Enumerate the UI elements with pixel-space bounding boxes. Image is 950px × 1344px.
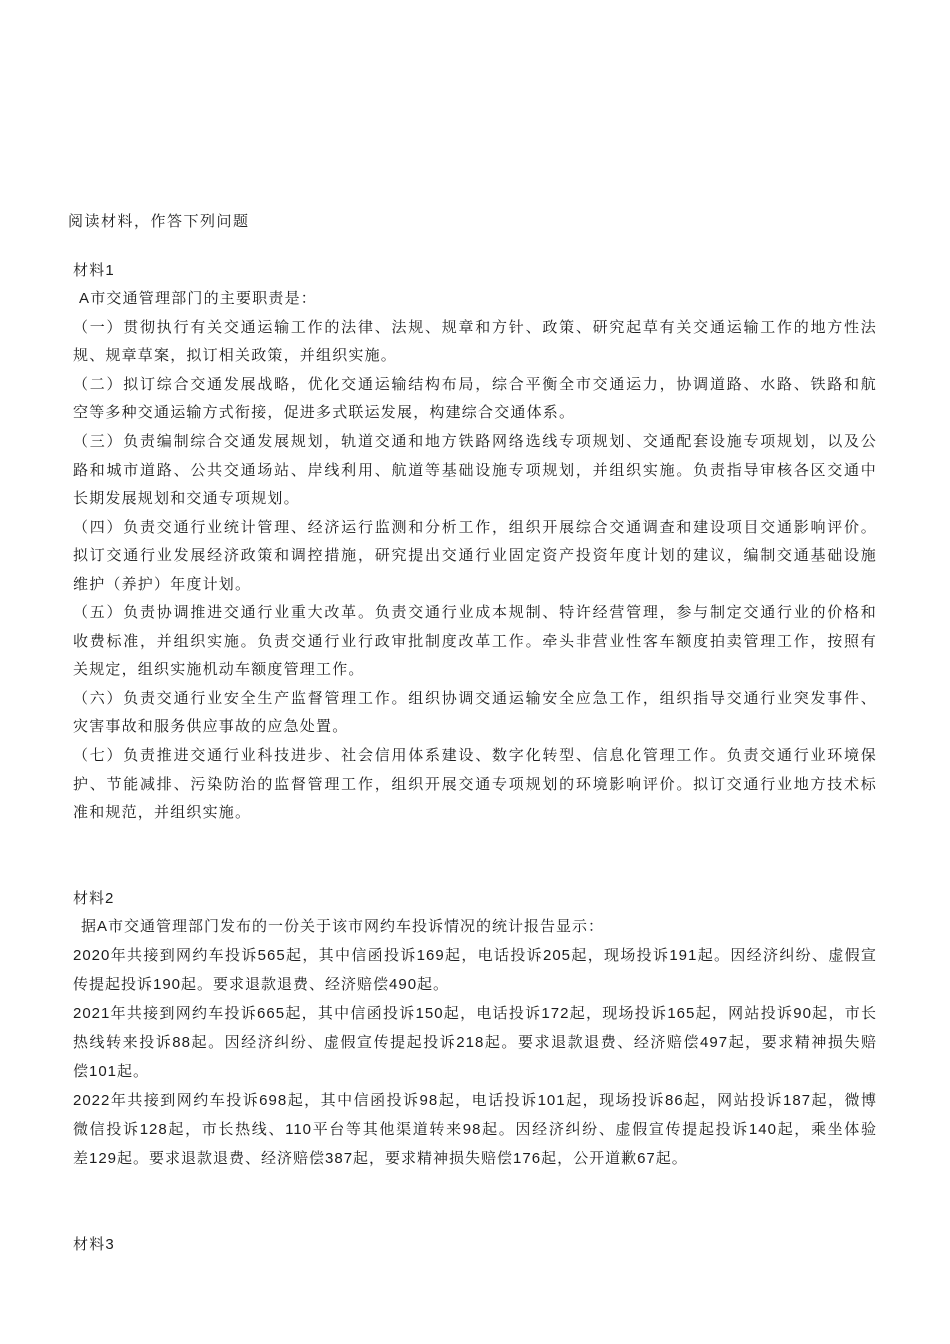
text-line: 路和城市道路、公共交通场站、岸线利用、航道等基础设施专项规划，并组织实施。负责指导审核各区交通中 (73, 461, 877, 479)
material-1-intro: A市交通管理部门的主要职责是： (79, 290, 318, 308)
text-line: 护、节能减排、污染防治的监督管理工作，组织开展交通专项规划的环境影响评价。拟订交通行业地方技术标 (73, 775, 877, 793)
duty-item-2 (73, 371, 877, 428)
material-2-intro: 据A市交通管理部门发布的一份关于该市网约车投诉情况的统计报告显示： (81, 918, 605, 936)
text-line: 热线转来投诉88起。因经济纠纷、虚假宣传提起投诉218起。要求退款退费、经济赔偿497起，要求精神损失赔 (73, 1033, 877, 1051)
text-line: 偿101起。 (73, 1062, 150, 1080)
material-2-title: 材料2 (73, 889, 115, 907)
text-line: 2020年共接到网约车投诉565起，其中信函投诉169起，电话投诉205起，现场投诉191起。因经济纠纷、虚假宣 (73, 947, 877, 965)
text-line: 关规定，组织实施机动车额度管理工作。 (73, 661, 365, 679)
complaint-stats-2022 (73, 1087, 877, 1174)
complaint-stats-2021 (73, 1000, 877, 1087)
text-line: 拟订交通行业发展经济政策和调控措施，研究提出交通行业固定资产投资年度计划的建议，编制交通基础设施 (73, 547, 877, 565)
material-2 (73, 885, 877, 1174)
text-line: 长期发展规划和交通专项规划。 (73, 490, 300, 508)
text-line: （三）负责编制综合交通发展规划，轨道交通和地方铁路网络选线专项规划、交通配套设施专项规划，以及公 (73, 432, 877, 450)
text-line: （四）负责交通行业统计管理、经济运行监测和分析工作，组织开展综合交通调查和建设项目交通影响评价。 (73, 518, 877, 536)
text-line: （五）负责协调推进交通行业重大改革。负责交通行业成本规制、特许经营管理，参与制定交通行业的价格和 (73, 604, 877, 622)
material-3-title: 材料3 (73, 1235, 115, 1253)
text-line: 规、规章草案，拟订相关政策，并组织实施。 (73, 347, 398, 365)
text-line: （二）拟订综合交通发展战略，优化交通运输结构布局，综合平衡全市交通运力，协调道路、水路、铁路和航 (73, 375, 877, 393)
text-line: 空等多种交通运输方式衔接，促进多式联运发展，构建综合交通体系。 (73, 404, 576, 422)
instruction-heading: 阅读材料，作答下列问题 (68, 213, 250, 230)
material-1-title: 材料1 (73, 261, 115, 279)
text-line: 2022年共接到网约车投诉698起，其中信函投诉98起，电话投诉101起，现场投诉86起，网站投诉187起，微博 (73, 1091, 877, 1109)
text-line: 2021年共接到网约车投诉665起，其中信函投诉150起，电话投诉172起，现场投诉165起，网站投诉90起，市长 (73, 1005, 877, 1023)
text-line: 微信投诉128起，市长热线、110平台等其他渠道转来98起。因经济纠纷、虚假宣传提起投诉140起，乘坐体验 (73, 1120, 877, 1138)
duty-item-6 (73, 685, 877, 742)
text-line: （一）贯彻执行有关交通运输工作的法律、法规、规章和方针、政策、研究起草有关交通运输工作的地方性法 (73, 318, 877, 336)
text-line: （七）负责推进交通行业科技进步、社会信用体系建设、数字化转型、信息化管理工作。负责交通行业环境保 (73, 746, 877, 764)
material-3 (73, 1231, 877, 1260)
duty-item-5 (73, 599, 877, 685)
text-line: 传提起投诉190起。要求退款退费、经济赔偿490起。 (73, 976, 450, 994)
duty-item-7 (73, 742, 877, 828)
text-line: 维护（养护）年度计划。 (73, 575, 252, 593)
complaint-stats-2020 (73, 942, 877, 1000)
duty-item-3 (73, 428, 877, 514)
text-line: （六）负责交通行业安全生产监督管理工作。组织协调交通运输安全应急工作，组织指导交通行业突发事件、 (73, 689, 877, 707)
text-line: 准和规范，并组织实施。 (73, 804, 252, 822)
material-1 (73, 257, 877, 828)
text-line: 差129起。要求退款退费、经济赔偿387起，要求精神损失赔偿176起，公开道歉67起。 (73, 1149, 688, 1167)
text-line: 灾害事故和服务供应事故的应急处置。 (73, 718, 349, 736)
duty-item-1 (73, 314, 877, 371)
text-line: 收费标准，并组织实施。负责交通行业行政审批制度改革工作。牵头非营业性客车额度拍卖管理工作，按照有 (73, 632, 877, 650)
duty-item-4 (73, 514, 877, 600)
